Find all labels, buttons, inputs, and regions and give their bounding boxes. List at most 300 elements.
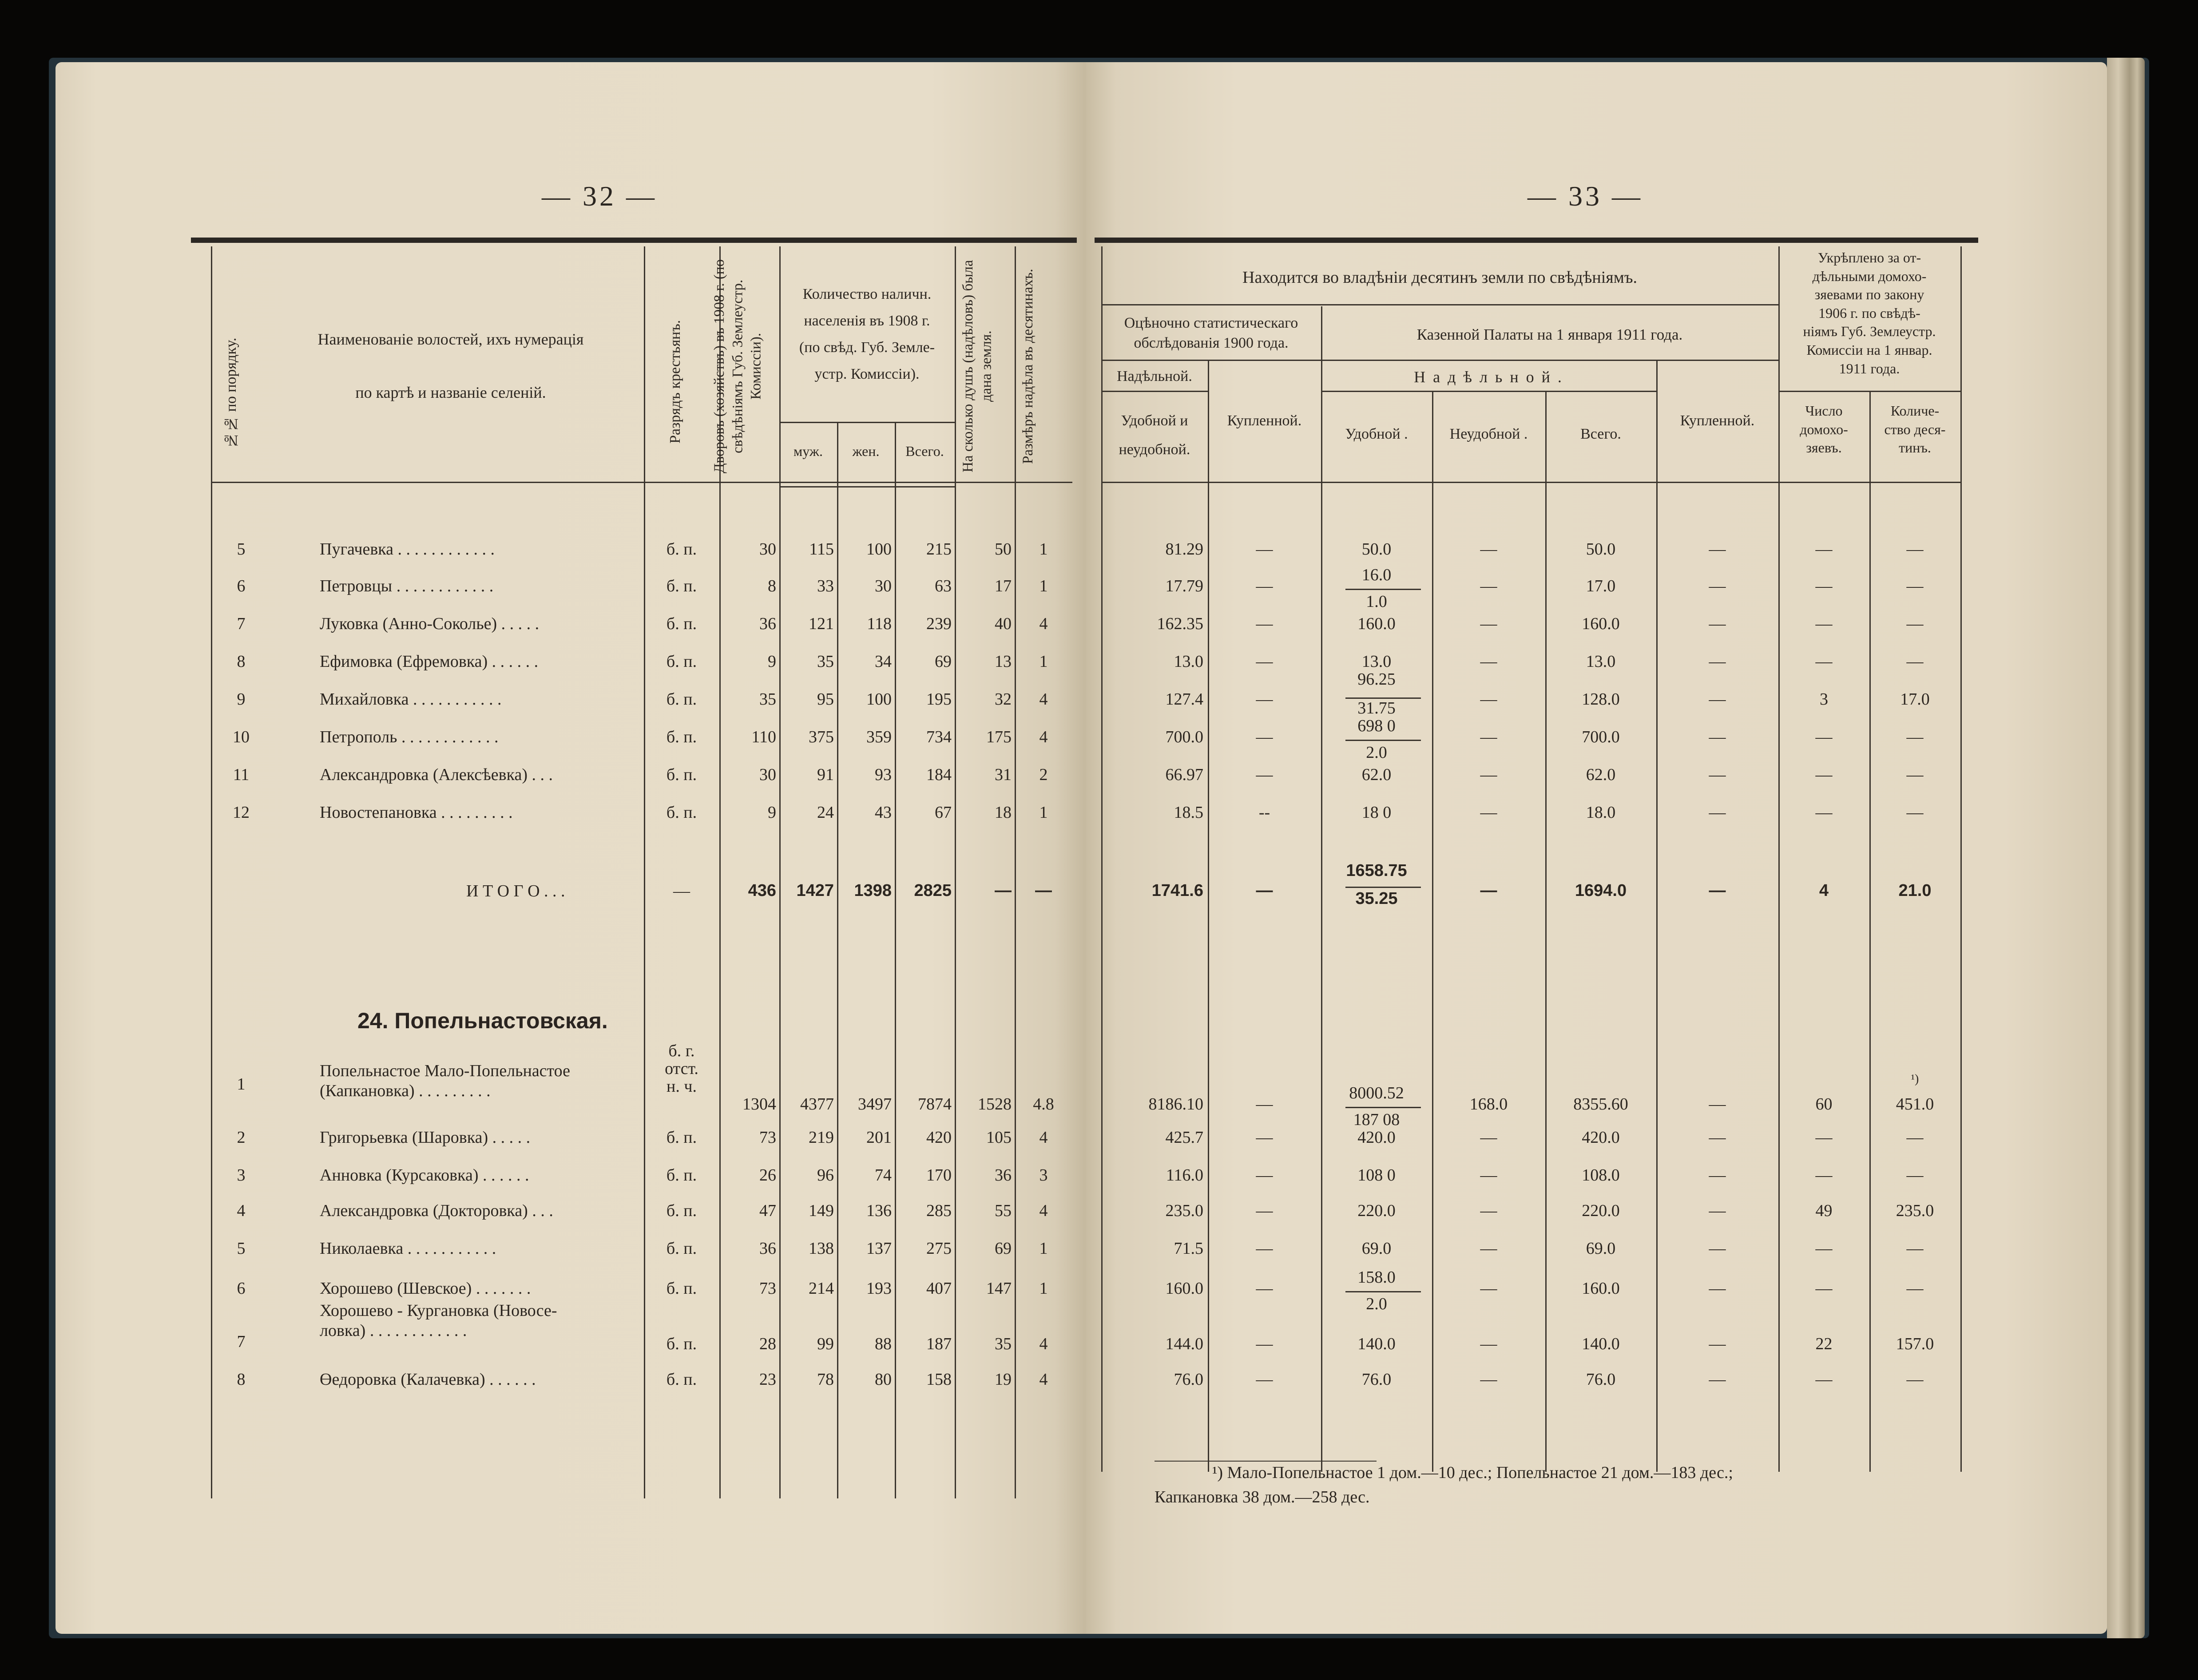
total-cell-kup: — xyxy=(1256,881,1273,900)
row-number: 6 xyxy=(237,1279,246,1298)
header-class: Разрядъ крестьянъ. xyxy=(667,320,683,444)
table-cell-t: 7874 xyxy=(918,1095,952,1113)
row-number: 11 xyxy=(233,765,250,784)
header-udob-neudob-1: Удобной и xyxy=(1121,412,1188,429)
header-ukrep xyxy=(1778,249,1960,378)
header-ukrep-7: 1911 года. xyxy=(1839,360,1900,376)
peasant-class: б. п. xyxy=(666,577,697,595)
table-cell-vs: 13.0 xyxy=(1586,652,1616,671)
table-cell-ch: — xyxy=(1815,803,1833,822)
table-cell-hh: 47 xyxy=(759,1201,776,1220)
table-cell-f: 100 xyxy=(866,690,892,709)
table-cell-ch: — xyxy=(1815,1279,1833,1298)
table-cell-s: 32 xyxy=(995,690,1012,709)
table-cell-kup: — xyxy=(1256,1370,1273,1389)
settlement-name: Хорошево (Шевское) . . . . . . . xyxy=(320,1279,531,1298)
table-cell-f: 88 xyxy=(875,1335,892,1353)
table-cell-ud: 420.0 xyxy=(1357,1128,1396,1147)
table-cell-f: 137 xyxy=(866,1239,892,1258)
peasant-class: б. п. xyxy=(666,803,697,822)
footnote-mark: ¹) xyxy=(1911,1072,1919,1086)
table-cell-hh: 9 xyxy=(768,803,776,822)
header-nadel-wide: Н а д ѣ л ь н о й . xyxy=(1414,368,1563,386)
settlement-name: Луковка (Анно-Сокольe) . . . . . xyxy=(320,614,540,633)
total-class: — xyxy=(673,882,690,900)
table-cell-ne: 168.0 xyxy=(1469,1095,1508,1113)
table-cell-hh: 8 xyxy=(768,577,776,595)
table-cell-ch: — xyxy=(1815,614,1833,633)
table-cell-vs: 62.0 xyxy=(1586,765,1616,784)
table-cell-ne: — xyxy=(1480,1166,1497,1185)
table-cell-ud-lower: 187 08 xyxy=(1353,1110,1400,1129)
table-cell-kup: -- xyxy=(1258,803,1270,822)
settlement-name: Пугачевка . . . . . . . . . . . . xyxy=(320,540,495,559)
table-cell-stat: 18.5 xyxy=(1174,803,1203,822)
table-cell-stat: 76.0 xyxy=(1174,1370,1203,1389)
table-cell-vs: 128.0 xyxy=(1582,690,1620,709)
row-number: 1 xyxy=(237,1075,246,1094)
table-cell-m: 4377 xyxy=(800,1095,834,1113)
header-udob: Удобной . xyxy=(1345,426,1408,442)
row-number: 10 xyxy=(233,728,250,746)
table-cell-vs: 17.0 xyxy=(1586,577,1616,595)
table-cell-ud-lower: 2.0 xyxy=(1366,1295,1387,1313)
table-cell-kup: — xyxy=(1256,652,1273,671)
table-cell-ch: — xyxy=(1815,540,1833,559)
table-cell-z: 1 xyxy=(1039,540,1048,559)
table-cell-kp: — xyxy=(1709,1128,1726,1147)
table-cell-kd: — xyxy=(1906,1279,1924,1298)
settlement-name: Анновка (Курсаковка) . . . . . . xyxy=(320,1166,529,1185)
header-ukrep-4: 1906 г. по свѣдѣ- xyxy=(1818,305,1920,321)
table-cell-f: 118 xyxy=(867,614,892,633)
table-cell-s: 147 xyxy=(986,1279,1012,1298)
peasant-class: б. п. xyxy=(666,765,697,784)
settlement-name-cont: (Капкановка) . . . . . . . . . xyxy=(320,1082,491,1100)
table-cell-ne: — xyxy=(1480,1239,1497,1258)
table-cell-kd: — xyxy=(1906,728,1924,746)
settlement-name: Хорошево - Кургановка (Новосе- xyxy=(320,1301,557,1320)
table-cell-t: 734 xyxy=(926,728,952,746)
peasant-class: б. п. xyxy=(666,540,697,559)
header-male: муж. xyxy=(794,443,823,459)
table-cell-t: 275 xyxy=(926,1239,952,1258)
table-cell-hh: 36 xyxy=(759,614,776,633)
header-pop-1: Количество наличн. xyxy=(802,286,932,302)
table-cell-f: 80 xyxy=(875,1370,892,1389)
settlement-name: Петрополь . . . . . . . . . . . . xyxy=(320,728,499,746)
header-kolich-2: ство деся- xyxy=(1884,421,1946,437)
header-ukrep-6: Комиссіи на 1 январ. xyxy=(1806,341,1932,358)
table-cell-kup: — xyxy=(1256,728,1273,746)
row-number: 3 xyxy=(237,1166,246,1185)
table-cell-hh: 35 xyxy=(759,690,776,709)
total-cell-ch: 4 xyxy=(1819,881,1829,900)
table-cell-vs: 140.0 xyxy=(1582,1335,1620,1353)
table-cell-s: 175 xyxy=(986,728,1012,746)
header-pop-2: населенія въ 1908 г. xyxy=(804,313,930,329)
table-cell-z: 4 xyxy=(1039,1370,1048,1389)
peasant-class: б. п. xyxy=(666,1166,697,1185)
total-cell-hh: 436 xyxy=(748,881,776,900)
row-number: 8 xyxy=(237,1370,246,1389)
table-cell-t: 67 xyxy=(935,803,952,822)
table-cell-kp: — xyxy=(1709,765,1726,784)
table-cell-kd: — xyxy=(1906,1370,1924,1389)
table-cell-kup: — xyxy=(1256,1166,1273,1185)
footnote-line-2: Капкановка 38 дом.—258 дес. xyxy=(1155,1488,1370,1507)
header-vsego: Всего. xyxy=(1580,426,1621,442)
fraction-rule xyxy=(1345,887,1421,888)
table-cell-vs: 420.0 xyxy=(1582,1128,1620,1147)
table-cell-t: 215 xyxy=(926,540,952,559)
table-cell-stat: 144.0 xyxy=(1165,1335,1203,1353)
table-cell-m: 78 xyxy=(817,1370,834,1389)
header-pop-3: (по свѣд. Губ. Земле- xyxy=(799,339,935,356)
row-number: 7 xyxy=(237,1332,246,1351)
header-ukrep-2: дѣльными домохо- xyxy=(1812,268,1927,284)
table-cell-ne: — xyxy=(1480,1335,1497,1353)
table-cell-kd: — xyxy=(1906,540,1924,559)
header-souls: На сколько душъ (надѣловъ) была дана земля. xyxy=(960,260,995,473)
table-cell-t: 63 xyxy=(935,577,952,595)
header-kolich-1: Количе- xyxy=(1890,403,1940,419)
table-cell-vs: 160.0 xyxy=(1582,1279,1620,1298)
table-cell-f: 43 xyxy=(875,803,892,822)
table-cell-m: 214 xyxy=(809,1279,834,1298)
header-nadel-short: Надѣльной. xyxy=(1117,368,1192,384)
table-cell-kd: — xyxy=(1906,577,1924,595)
table-cell-s: 17 xyxy=(995,577,1012,595)
table-cell-s: 19 xyxy=(995,1370,1012,1389)
table-cell-t: 187 xyxy=(926,1335,952,1353)
table-cell-stat: 235.0 xyxy=(1165,1201,1203,1220)
table-cell-hh: 36 xyxy=(759,1239,776,1258)
table-cell-vs: 69.0 xyxy=(1586,1239,1616,1258)
table-cell-kd: 17.0 xyxy=(1900,690,1930,709)
table-cell-ne: — xyxy=(1480,1279,1497,1298)
table-cell-t: 69 xyxy=(935,652,952,671)
total-cell-z: — xyxy=(1035,881,1052,900)
table-cell-z: 1 xyxy=(1039,652,1048,671)
total-cell-m: 1427 xyxy=(796,881,834,900)
table-cell-ud: 13.0 xyxy=(1361,652,1392,671)
table-cell-stat: 700.0 xyxy=(1165,728,1203,746)
table-cell-ud: 50.0 xyxy=(1361,540,1392,559)
table-cell-m: 138 xyxy=(809,1239,834,1258)
table-cell-ud-lower: 2.0 xyxy=(1366,743,1387,762)
table-cell-t: 158 xyxy=(926,1370,952,1389)
table-cell-hh: 73 xyxy=(759,1128,776,1147)
table-cell-kup: — xyxy=(1256,614,1273,633)
table-cell-s: 35 xyxy=(995,1335,1012,1353)
settlement-name: Петровцы . . . . . . . . . . . . xyxy=(320,577,494,595)
header-name-2: по картѣ и названіе селеній. xyxy=(355,384,546,401)
table-cell-vs: 220.0 xyxy=(1582,1201,1620,1220)
row-number: 4 xyxy=(237,1201,246,1220)
table-cell-s: 40 xyxy=(995,614,1012,633)
total-cell-s: — xyxy=(995,881,1012,900)
table-cell-stat: 71.5 xyxy=(1174,1239,1203,1258)
fraction-rule xyxy=(1345,697,1421,699)
table-cell-kup: — xyxy=(1256,765,1273,784)
table-cell-ne: — xyxy=(1480,652,1497,671)
table-cell-z: 1 xyxy=(1039,1279,1048,1298)
row-number: 8 xyxy=(237,652,246,671)
table-cell-ne: — xyxy=(1480,1128,1497,1147)
header-name-1: Наименованіе волостей, ихъ нумерація xyxy=(317,330,584,348)
footnote-line-1: ¹) Мало-Попельнастое 1 дом.—10 дес.; Попельнастое 21 дом.—183 дес.; xyxy=(1212,1463,1733,1482)
table-cell-hh: 110 xyxy=(751,728,776,746)
table-cell-kp: — xyxy=(1709,1166,1726,1185)
table-cell-f: 30 xyxy=(875,577,892,595)
table-cell-ne: — xyxy=(1480,1201,1497,1220)
table-cell-vs: 700.0 xyxy=(1582,728,1620,746)
row-number: 12 xyxy=(233,803,250,822)
peasant-class: б. п. xyxy=(666,690,697,709)
header-chislo-1: Число xyxy=(1805,403,1843,419)
table-cell-stat: 162.35 xyxy=(1157,614,1203,633)
header-female: жен. xyxy=(852,443,880,459)
table-cell-kp: — xyxy=(1709,652,1726,671)
table-cell-ne: — xyxy=(1480,540,1497,559)
table-cell-s: 18 xyxy=(995,803,1012,822)
table-cell-ch: 49 xyxy=(1815,1201,1833,1220)
total-cell-kd: 21.0 xyxy=(1898,881,1932,900)
table-cell-stat: 160.0 xyxy=(1165,1279,1203,1298)
peasant-class: б. п. xyxy=(666,1279,697,1298)
right-top-rule xyxy=(1095,238,1978,243)
table-cell-z: 4 xyxy=(1039,1201,1048,1220)
table-cell-s: 31 xyxy=(995,765,1012,784)
table-cell-ud: 140.0 xyxy=(1357,1335,1396,1353)
table-cell-vs: 160.0 xyxy=(1582,614,1620,633)
peasant-class: б. п. xyxy=(666,1201,697,1220)
settlement-name: Александровка (Докторовка) . . . xyxy=(320,1201,553,1220)
row-number: 5 xyxy=(237,540,246,559)
table-cell-kp: — xyxy=(1709,540,1726,559)
table-cell-ne: — xyxy=(1480,765,1497,784)
table-cell-ud: 62.0 xyxy=(1361,765,1392,784)
settlement-name: Попельнастое Мало-Попельнастое xyxy=(320,1062,570,1080)
peasant-class-2: отст. xyxy=(665,1059,698,1078)
total-cell-f: 1398 xyxy=(854,881,892,900)
table-cell-kd: — xyxy=(1906,803,1924,822)
table-cell-ud: 8000.52 xyxy=(1349,1084,1404,1102)
section-title: 24. Попельнастовская. xyxy=(357,1008,608,1033)
table-cell-t: 195 xyxy=(926,690,952,709)
table-cell-kd: — xyxy=(1906,652,1924,671)
table-cell-f: 93 xyxy=(875,765,892,784)
header-kuplen: Купленной. xyxy=(1227,412,1302,429)
table-cell-z: 3 xyxy=(1039,1166,1048,1185)
table-cell-m: 33 xyxy=(817,577,834,595)
table-cell-t: 170 xyxy=(926,1166,952,1185)
total-cell-ud: 1658.75 xyxy=(1346,861,1407,880)
header-kolich xyxy=(1869,402,1960,457)
header-stat-1: Оцѣночно статистическаго xyxy=(1124,315,1298,331)
peasant-class: б. п. xyxy=(666,1128,697,1147)
table-cell-ch: — xyxy=(1815,765,1833,784)
header-right-main: Находится во владѣніи десятинъ земли по свѣдѣніямъ. xyxy=(1242,268,1637,287)
table-cell-ch: — xyxy=(1815,652,1833,671)
row-number: 7 xyxy=(237,614,246,633)
table-cell-ch: 3 xyxy=(1820,690,1828,709)
table-cell-t: 420 xyxy=(926,1128,952,1147)
table-cell-kup: — xyxy=(1256,690,1273,709)
table-cell-hh: 9 xyxy=(768,652,776,671)
peasant-class: б. п. xyxy=(666,1370,697,1389)
table-cell-stat: 13.0 xyxy=(1174,652,1203,671)
table-cell-ud: 69.0 xyxy=(1361,1239,1392,1258)
total-cell-kp: — xyxy=(1709,881,1726,900)
table-cell-f: 34 xyxy=(875,652,892,671)
table-cell-ch: — xyxy=(1815,1166,1833,1185)
table-cell-z: 4 xyxy=(1039,1335,1048,1353)
table-cell-ch: — xyxy=(1815,1128,1833,1147)
fraction-rule xyxy=(1345,1291,1421,1292)
row-number: 5 xyxy=(237,1239,246,1258)
settlement-name-cont: ловка) . . . . . . . . . . . . xyxy=(320,1321,467,1340)
header-size: Размѣръ надѣла въ десятинахъ. xyxy=(1020,269,1036,464)
header-stat-2: обслѣдованія 1900 года. xyxy=(1134,335,1289,351)
settlement-name: Григорьевка (Шаровка) . . . . . xyxy=(320,1128,531,1147)
header-ukrep-5: ніямъ Губ. Землеустр. xyxy=(1803,323,1936,340)
peasant-class: б. п. xyxy=(666,1239,697,1258)
table-cell-ud: 108 0 xyxy=(1357,1166,1396,1185)
table-cell-ne: — xyxy=(1480,728,1497,746)
table-cell-f: 136 xyxy=(866,1201,892,1220)
page-edges xyxy=(2107,58,2145,1638)
table-cell-hh: 26 xyxy=(759,1166,776,1185)
table-cell-ud-upper: 96.25 xyxy=(1357,670,1396,689)
table-cell-kp: — xyxy=(1709,728,1726,746)
table-cell-kup: — xyxy=(1256,1095,1273,1113)
table-cell-m: 375 xyxy=(809,728,834,746)
total-cell-ne: — xyxy=(1480,881,1497,900)
table-cell-m: 96 xyxy=(817,1166,834,1185)
table-cell-ne: — xyxy=(1480,577,1497,595)
header-ukrep-3: зяевами по закону xyxy=(1814,286,1924,303)
right-page-number: — 33 — xyxy=(1527,180,1643,212)
table-cell-f: 3497 xyxy=(858,1095,892,1113)
table-cell-s: 105 xyxy=(986,1128,1012,1147)
left-top-rule xyxy=(191,238,1077,243)
left-page-number: — 32 — xyxy=(542,180,657,212)
table-cell-kp: — xyxy=(1709,690,1726,709)
settlement-name: Новостепановка . . . . . . . . . xyxy=(320,803,513,822)
table-cell-kd: — xyxy=(1906,1166,1924,1185)
fraction-rule xyxy=(1345,1107,1421,1108)
table-cell-m: 149 xyxy=(809,1201,834,1220)
table-cell-kp: — xyxy=(1709,1279,1726,1298)
header-udob-neudob-2: неудобной. xyxy=(1119,441,1190,458)
table-cell-ch: 60 xyxy=(1815,1095,1833,1113)
table-cell-kd: 451.0 xyxy=(1896,1095,1934,1113)
header-kazen: Казенной Палаты на 1 января 1911 года. xyxy=(1416,326,1683,343)
table-cell-m: 35 xyxy=(817,652,834,671)
table-cell-kp: — xyxy=(1709,803,1726,822)
peasant-class-3: н. ч. xyxy=(667,1077,697,1096)
table-cell-kup: — xyxy=(1256,540,1273,559)
settlement-name: Ефимовка (Ефремовка) . . . . . . xyxy=(320,652,539,671)
table-cell-kp: — xyxy=(1709,1095,1726,1113)
table-cell-kup: — xyxy=(1256,1335,1273,1353)
total-cell-ud-lower: 35.25 xyxy=(1355,889,1398,908)
table-cell-stat: 425.7 xyxy=(1165,1128,1203,1147)
table-cell-stat: 17.79 xyxy=(1165,577,1203,595)
total-cell-t: 2825 xyxy=(914,881,952,900)
table-cell-z: 1 xyxy=(1039,1239,1048,1258)
table-cell-kup: — xyxy=(1256,1279,1273,1298)
table-cell-m: 95 xyxy=(817,690,834,709)
table-cell-hh: 23 xyxy=(759,1370,776,1389)
table-cell-ud: 698 0 xyxy=(1357,717,1396,735)
table-cell-z: 4 xyxy=(1039,690,1048,709)
table-cell-kup: — xyxy=(1256,1201,1273,1220)
table-cell-ch: 22 xyxy=(1815,1335,1833,1353)
table-cell-ch: — xyxy=(1815,1370,1833,1389)
total-cell-stat: 1741.6 xyxy=(1151,881,1203,900)
table-cell-s: 50 xyxy=(995,540,1012,559)
table-cell-ch: — xyxy=(1815,577,1833,595)
table-cell-stat: 116.0 xyxy=(1166,1166,1203,1185)
table-cell-ne: — xyxy=(1480,614,1497,633)
header-kuplen2: Купленной. xyxy=(1680,412,1755,429)
settlement-name: Николаевка . . . . . . . . . . . xyxy=(320,1239,496,1258)
peasant-class: б. п. xyxy=(666,652,697,671)
table-cell-stat: 127.4 xyxy=(1165,690,1203,709)
table-cell-kd: — xyxy=(1906,614,1924,633)
table-cell-z: 1 xyxy=(1039,577,1048,595)
table-cell-f: 193 xyxy=(866,1279,892,1298)
table-cell-ud: 158.0 xyxy=(1357,1268,1396,1287)
table-cell-kp: — xyxy=(1709,1239,1726,1258)
table-cell-stat: 66.97 xyxy=(1165,765,1203,784)
header-households: Дворовъ (хозяйствъ) въ 1908 г. (по свѣдѣніямъ Губ. Землеустр. Комиссіи). xyxy=(711,259,764,473)
table-cell-ne: — xyxy=(1480,690,1497,709)
table-cell-s: 36 xyxy=(995,1166,1012,1185)
row-number: 9 xyxy=(237,690,246,709)
table-cell-kp: — xyxy=(1709,577,1726,595)
table-cell-ud: 31.75 xyxy=(1357,699,1396,717)
table-cell-t: 407 xyxy=(926,1279,952,1298)
fraction-rule xyxy=(1345,589,1421,590)
table-cell-z: 1 xyxy=(1039,803,1048,822)
table-cell-vs: 76.0 xyxy=(1586,1370,1616,1389)
table-cell-s: 13 xyxy=(995,652,1012,671)
table-cell-hh: 73 xyxy=(759,1279,776,1298)
settlement-name: Өедоровка (Калачевка) . . . . . . xyxy=(320,1370,536,1389)
table-cell-m: 115 xyxy=(809,540,834,559)
table-cell-m: 24 xyxy=(817,803,834,822)
table-cell-kp: — xyxy=(1709,1201,1726,1220)
table-cell-kd: — xyxy=(1906,1239,1924,1258)
table-cell-ch: — xyxy=(1815,1239,1833,1258)
table-cell-f: 359 xyxy=(866,728,892,746)
table-cell-kup: — xyxy=(1256,1128,1273,1147)
total-cell-vs: 1694.0 xyxy=(1575,881,1627,900)
table-cell-hh: 28 xyxy=(759,1335,776,1353)
table-cell-kd: 157.0 xyxy=(1896,1335,1934,1353)
header-chislo xyxy=(1778,402,1869,457)
table-cell-s: 1528 xyxy=(978,1095,1012,1113)
table-cell-ud: 220.0 xyxy=(1357,1201,1396,1220)
header-total: Всего. xyxy=(905,443,944,459)
header-pop-4: устр. Комиссіи). xyxy=(814,366,920,382)
table-cell-hh: 1304 xyxy=(742,1095,776,1113)
settlement-name: Александровка (Алексѣевка) . . . xyxy=(320,765,553,784)
